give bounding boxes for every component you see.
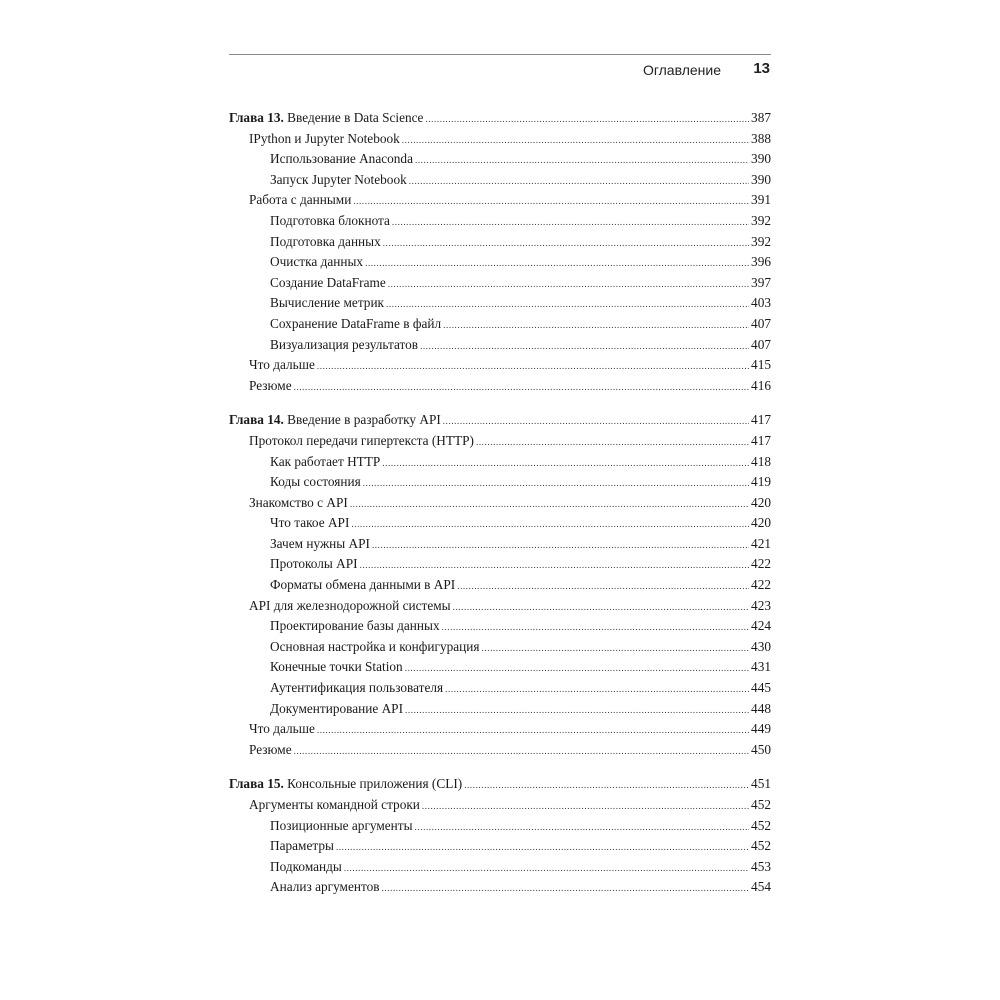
dot-leader [445, 679, 749, 699]
toc-entry-text: API для железнодорожной системы [249, 597, 451, 613]
toc-entry-text: Конечные точки Station [270, 659, 403, 675]
dot-leader [363, 473, 749, 493]
running-head [229, 60, 771, 82]
toc-subsection-row[interactable] [229, 314, 771, 335]
toc-page-number: 418 [751, 453, 771, 469]
toc-section-row[interactable] [229, 596, 771, 617]
dot-leader [386, 294, 749, 314]
toc-entry-title [270, 472, 361, 493]
toc-entry-title [249, 740, 292, 761]
toc-section-row[interactable] [229, 355, 771, 376]
toc-entry-text: Подкоманды [270, 858, 342, 874]
toc-page-number: 452 [751, 838, 771, 854]
toc-entry-title [270, 616, 440, 637]
toc-entry-text: Резюме [249, 377, 292, 393]
toc-entry-text: Запуск Jupyter Notebook [270, 171, 407, 187]
toc-entry-text: Параметры [270, 838, 334, 854]
dot-leader [294, 377, 749, 397]
dot-leader [409, 171, 749, 191]
toc-section-row[interactable] [229, 493, 771, 514]
toc-page-number: 422 [751, 577, 771, 593]
toc-section-row[interactable] [229, 719, 771, 740]
toc-entry-text: Работа с данными [249, 192, 352, 208]
toc-entry-text: Документирование API [270, 700, 404, 716]
dot-leader [482, 638, 750, 658]
toc-entry-title [249, 795, 420, 816]
toc-page-number: 452 [751, 797, 771, 812]
toc-entry-title [270, 637, 480, 658]
toc-entry-title [249, 493, 348, 514]
running-title: Оглавление [642, 62, 721, 78]
dot-leader [336, 837, 749, 857]
toc-entry-title [249, 431, 474, 452]
toc-page-number: 396 [751, 254, 771, 270]
toc-subsection-row[interactable] [229, 513, 771, 534]
toc-entry-text: Создание DataFrame [270, 274, 386, 290]
toc-page-number: 423 [751, 597, 771, 613]
toc-entry-title [270, 575, 455, 596]
toc-section-row[interactable] [229, 795, 771, 816]
toc-subsection-row[interactable] [229, 575, 771, 596]
toc-page-number: 392 [751, 212, 771, 228]
toc-entry-title [270, 657, 403, 678]
toc-subsection-row[interactable] [229, 836, 771, 857]
toc-entry-title [270, 170, 407, 191]
toc-entry-text: Введение в Data Science [283, 110, 424, 125]
toc-subsection-row[interactable] [229, 534, 771, 555]
toc-entry-text: Зачем нужны API [270, 535, 370, 551]
toc-page-number: 392 [751, 233, 771, 249]
dot-leader [350, 494, 749, 514]
toc-page-number: 390 [751, 151, 771, 167]
toc-entry-text: Проектирование базы данных [270, 618, 440, 634]
dot-leader [317, 720, 749, 740]
toc-subsection-row[interactable] [229, 616, 771, 637]
toc-entry-title [229, 108, 423, 129]
toc-page-number: 420 [751, 515, 771, 531]
toc-section-row[interactable] [229, 740, 771, 761]
toc-page-number: 397 [751, 274, 771, 290]
dot-leader [422, 796, 749, 816]
dot-leader [382, 453, 749, 473]
dot-leader [476, 432, 749, 452]
toc-entry-title [270, 554, 358, 575]
dot-leader [383, 233, 749, 253]
toc-page-number: 430 [751, 638, 771, 654]
toc-entry-title [270, 314, 441, 335]
toc-chapter-row[interactable] [229, 108, 771, 129]
toc-entry-text: Как работает HTTP [270, 453, 381, 469]
toc-entry-text: Основная настройка и конфигурация [270, 638, 480, 654]
toc-entry-title [270, 678, 443, 699]
dot-leader [353, 191, 749, 211]
toc-entry-text: Коды состояния [270, 474, 361, 490]
dot-leader [392, 212, 749, 232]
toc-page-number: 415 [751, 357, 771, 373]
toc-entry-text: Консольные приложения (CLI) [283, 776, 463, 792]
toc-entry-title [270, 534, 370, 555]
toc-entry-title [249, 355, 315, 376]
toc-section-row[interactable] [229, 431, 771, 452]
toc-entry-title [270, 857, 342, 878]
toc-subsection-row[interactable] [229, 211, 771, 232]
toc-entry-text: Подготовка блокнота [270, 212, 390, 228]
toc-entry-text: Сохранение DataFrame в файл [270, 315, 442, 331]
toc-entry-text: Аргументы командной строки [249, 797, 420, 812]
dot-leader [415, 817, 750, 837]
dot-leader [443, 411, 749, 431]
dot-leader [420, 336, 749, 356]
toc-page-number: 450 [751, 741, 771, 757]
dot-leader [425, 109, 749, 129]
toc-subsection-row[interactable] [229, 452, 771, 473]
table-of-contents [229, 108, 771, 898]
toc-entry-text: Визуализация результатов [270, 336, 419, 352]
toc-subsection-row[interactable] [229, 816, 771, 837]
header-rule [229, 54, 771, 55]
toc-page-number: 390 [751, 171, 771, 187]
toc-page-number: 420 [751, 494, 771, 510]
toc-entry-text: Что дальше [249, 721, 315, 737]
toc-entry-text: Подготовка данных [270, 233, 381, 249]
toc-section-row[interactable] [229, 129, 771, 150]
toc-page-number: 453 [751, 858, 771, 874]
dot-leader [402, 130, 749, 150]
toc-subsection-row[interactable] [229, 877, 771, 898]
dot-leader [351, 514, 749, 534]
dot-leader [464, 775, 749, 795]
toc-entry-title [270, 273, 386, 294]
toc-entry-title [270, 877, 380, 898]
toc-entry-text: Что дальше [249, 357, 315, 373]
toc-page-number: 407 [751, 315, 771, 331]
toc-entry-text: Протоколы API [270, 556, 358, 572]
toc-subsection-row[interactable] [229, 472, 771, 493]
toc-entry-title [229, 410, 441, 431]
toc-entry-title [270, 335, 418, 356]
toc-entry-text: Форматы обмена данными в API [270, 577, 456, 593]
toc-subsection-row[interactable] [229, 637, 771, 658]
chapter-label: Глава 14. [229, 412, 284, 428]
dot-leader [405, 658, 749, 678]
toc-subsection-row[interactable] [229, 149, 771, 170]
toc-page-number: 449 [751, 721, 771, 737]
toc-page-number: 424 [751, 618, 771, 634]
toc-page-number: 422 [751, 556, 771, 572]
toc-page-number: 445 [751, 680, 771, 696]
toc-entry-title [270, 452, 380, 473]
toc-page-number: 417 [751, 432, 771, 448]
dot-leader [360, 555, 749, 575]
toc-page-number: 451 [751, 776, 771, 792]
toc-chapter-row[interactable] [229, 410, 771, 431]
toc-page-number: 452 [751, 817, 771, 833]
toc-entry-title [249, 596, 451, 617]
toc-page-number: 403 [751, 295, 771, 311]
toc-subsection-row[interactable] [229, 293, 771, 314]
dot-leader [457, 576, 749, 596]
dot-leader [372, 535, 749, 555]
toc-entry-title [249, 129, 400, 150]
toc-entry-text: Протокол передачи гипертекста (HTTP) [249, 432, 474, 448]
toc-page-number: 417 [751, 412, 771, 428]
toc-entry-title [229, 774, 462, 795]
toc-page-number: 407 [751, 336, 771, 352]
toc-entry-title [270, 232, 381, 253]
toc-page-number: 391 [751, 192, 771, 208]
toc-entry-text: IPython и Jupyter Notebook [249, 130, 400, 146]
toc-subsection-row[interactable] [229, 554, 771, 575]
toc-entry-text: Знакомство с API [249, 494, 348, 510]
dot-leader [388, 274, 749, 294]
toc-entry-text: Что такое API [270, 515, 350, 531]
toc-entry-title [249, 376, 292, 397]
dot-leader [405, 700, 749, 720]
toc-entry-text: Резюме [249, 741, 292, 757]
dot-leader [344, 858, 749, 878]
toc-entry-text: Аутентификация пользователя [270, 680, 444, 696]
toc-entry-title [270, 816, 413, 837]
toc-entry-text: Использование Anaconda [270, 151, 413, 167]
toc-subsection-row[interactable] [229, 232, 771, 253]
toc-entry-text: Введение в разработку API [283, 412, 441, 428]
toc-subsection-row[interactable] [229, 857, 771, 878]
dot-leader [294, 741, 749, 761]
toc-entry-text: Вычисление метрик [270, 295, 385, 311]
toc-page-number: 419 [751, 474, 771, 490]
toc-subsection-row[interactable] [229, 335, 771, 356]
chapter-label: Глава 15. [229, 776, 284, 792]
toc-subsection-row[interactable] [229, 273, 771, 294]
toc-page-number: 448 [751, 700, 771, 716]
toc-subsection-row[interactable] [229, 678, 771, 699]
dot-leader [382, 878, 750, 898]
toc-section-row[interactable] [229, 190, 771, 211]
chapter-gap [229, 760, 771, 774]
toc-entry-text: Анализ аргументов [270, 879, 380, 895]
toc-subsection-row[interactable] [229, 252, 771, 273]
toc-entry-text: Очистка данных [270, 254, 364, 270]
toc-page-number: 454 [751, 879, 771, 895]
toc-page-number: 388 [751, 130, 771, 146]
page-number: 13 [753, 60, 770, 77]
toc-chapter-row[interactable] [229, 774, 771, 795]
dot-leader [442, 617, 749, 637]
dot-leader [317, 356, 749, 376]
toc-entry-title [270, 699, 403, 720]
toc-entry-title [270, 513, 349, 534]
toc-entry-title [270, 211, 390, 232]
toc-page-number: 416 [751, 377, 771, 393]
toc-page-number: 431 [751, 659, 771, 675]
toc-entry-title [249, 719, 315, 740]
toc-entry-title [270, 149, 413, 170]
toc-entry-title [249, 190, 351, 211]
dot-leader [453, 597, 749, 617]
dot-leader [443, 315, 749, 335]
toc-subsection-row[interactable] [229, 170, 771, 191]
toc-entry-title [270, 293, 384, 314]
chapter-label: Глава 13. [229, 110, 284, 125]
toc-page-number: 387 [751, 110, 771, 125]
chapter-gap [229, 396, 771, 410]
toc-entry-title [270, 252, 363, 273]
toc-entry-title [270, 836, 334, 857]
toc-section-row[interactable] [229, 376, 771, 397]
dot-leader [365, 253, 749, 273]
dot-leader [415, 150, 749, 170]
toc-subsection-row[interactable] [229, 657, 771, 678]
toc-subsection-row[interactable] [229, 699, 771, 720]
toc-page-number: 421 [751, 535, 771, 551]
toc-entry-text: Позиционные аргументы [270, 817, 413, 833]
